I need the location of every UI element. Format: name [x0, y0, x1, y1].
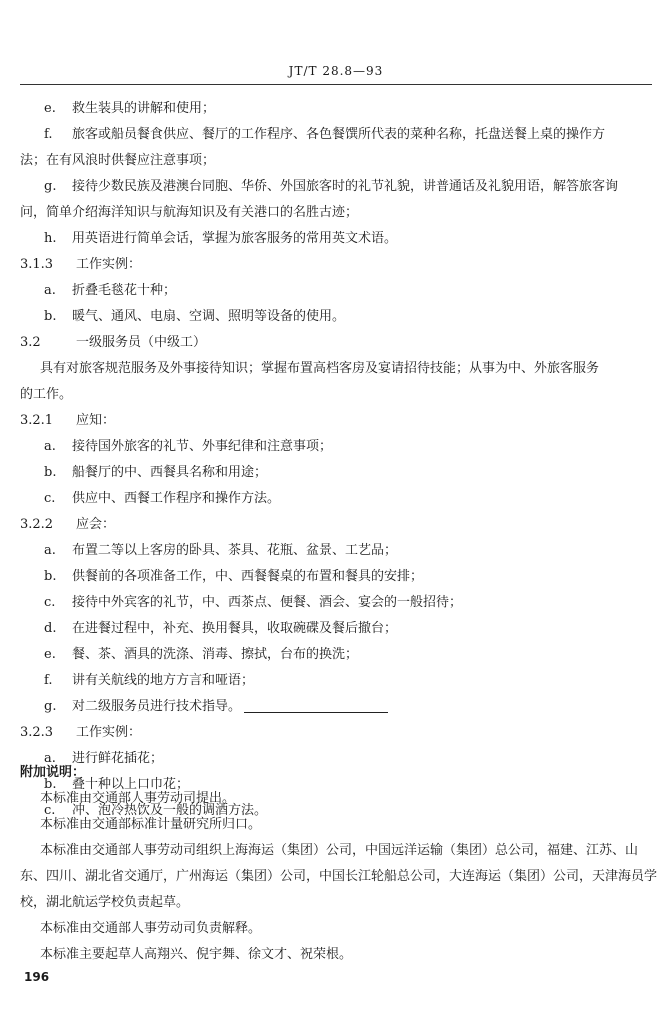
list-item-label: b. — [44, 465, 57, 480]
list-item — [20, 542, 652, 560]
section-title: 应知： — [76, 413, 116, 428]
list-item-text: 对二级服务员进行技术指导。 — [72, 699, 242, 714]
list-item-label: h. — [44, 231, 57, 246]
page-number: 196 — [24, 970, 50, 984]
list-item-label: g. — [44, 179, 57, 194]
body-content — [20, 92, 652, 820]
section-number: 3.2.1 — [20, 413, 54, 428]
list-item-text: 餐、茶、酒具的洗涤、消毒、擦拭，台布的换洗； — [72, 647, 359, 662]
section-title: 应会： — [76, 517, 116, 532]
list-item-label: a. — [44, 439, 56, 454]
list-item-label: a. — [44, 751, 56, 766]
list-item — [20, 490, 652, 508]
list-item — [20, 178, 652, 196]
list-item-label: b. — [44, 777, 57, 792]
list-item-label: f. — [44, 673, 53, 688]
list-item-text: 船餐厅的中、西餐具名称和用途； — [72, 465, 268, 480]
paragraph-line: 本标准由交通部人事劳动司负责解释。 — [40, 921, 262, 936]
list-item-label: c. — [44, 595, 56, 610]
list-item-text: 叠十种以上口巾花； — [72, 777, 190, 792]
list-item — [20, 308, 652, 326]
list-item — [20, 646, 652, 664]
additional-note-title: 附加说明： — [20, 765, 86, 780]
section-heading — [20, 516, 652, 534]
list-item-text: 接待中外宾客的礼节，中、西茶点、便餐、酒会、宴会的一般招待； — [72, 595, 463, 610]
list-item-label: e. — [44, 101, 56, 116]
section-divider — [244, 712, 388, 713]
list-item-label: d. — [44, 621, 57, 636]
section-number: 3.1.3 — [20, 257, 54, 272]
section-number: 3.2 — [20, 335, 41, 350]
list-item-label: g. — [44, 699, 57, 714]
list-item-label: e. — [44, 647, 56, 662]
additional-note-lines — [20, 790, 658, 964]
section-title: 工作实例： — [76, 725, 142, 740]
list-item-text: 救生装具的讲解和使用； — [72, 101, 216, 116]
paragraph-line: 本标准主要起草人高翔兴、倪宇舞、徐文才、祝荣根。 — [40, 947, 353, 962]
section-heading — [20, 334, 652, 352]
list-item-label: c. — [44, 803, 56, 818]
list-item-text: 进行鲜花插花； — [72, 751, 164, 766]
list-item — [20, 594, 652, 612]
paragraph-line: 本标准由交通部人事劳动司提出。 — [40, 791, 236, 806]
continuation-line: 问，简单介绍海洋知识与航海知识及有关港口的名胜古迹； — [20, 205, 359, 220]
additional-note — [20, 764, 658, 964]
continuation-line: 校，湖北航运学校负责起草。 — [20, 895, 190, 910]
list-item-text: 冲、泡冷热饮及一般的调酒方法。 — [72, 803, 268, 818]
continuation-line: 的工作。 — [20, 387, 73, 402]
list-item — [20, 126, 652, 144]
list-item-label: f. — [44, 127, 53, 142]
list-item-label: a. — [44, 543, 56, 558]
section-heading — [20, 412, 652, 430]
paragraph-line: 本标准由交通部标准计量研究所归口。 — [40, 817, 262, 832]
paragraph-line: 具有对旅客规范服务及外事接待知识；掌握布置高档客房及宴请招待技能；从事为中、外旅客服务 — [40, 361, 600, 376]
list-item — [20, 100, 652, 118]
list-item-text: 布置二等以上客房的卧具、茶具、花瓶、盆景、工艺品； — [72, 543, 398, 558]
list-item-label: c. — [44, 491, 56, 506]
paragraph-line: 本标准由交通部人事劳动司组织上海海运（集团）公司，中国远洋运输（集团）总公司，福建、江苏、山 — [40, 843, 639, 858]
list-item-label: a. — [44, 283, 56, 298]
list-item-text: 折叠毛毯花十种； — [72, 283, 177, 298]
list-item — [20, 672, 652, 690]
list-item-label: b. — [44, 309, 57, 324]
list-item-label: b. — [44, 569, 57, 584]
list-item — [20, 230, 652, 248]
section-title: 一级服务员（中级工） — [76, 335, 207, 350]
section-title: 工作实例： — [76, 257, 142, 272]
list-item-text: 供餐前的各项准备工作，中、西餐餐桌的布置和餐具的安排； — [72, 569, 424, 584]
header-rule — [20, 84, 652, 85]
section-number: 3.2.2 — [20, 517, 54, 532]
list-item — [20, 438, 652, 456]
section-heading — [20, 256, 652, 274]
list-item-text: 在进餐过程中，补充、换用餐具，收取碗碟及餐后撤台； — [72, 621, 398, 636]
list-item-text: 用英语进行简单会话，掌握为旅客服务的常用英文术语。 — [72, 231, 398, 246]
list-item-text: 讲有关航线的地方方言和哑语； — [72, 673, 255, 688]
list-item — [20, 698, 652, 716]
section-number: 3.2.3 — [20, 725, 54, 740]
list-item-text: 接待国外旅客的礼节、外事纪律和注意事项； — [72, 439, 333, 454]
continuation-line: 法；在有风浪时供餐应注意事项； — [20, 153, 216, 168]
list-item — [20, 282, 652, 300]
list-item-text: 旅客或船员餐食供应、餐厅的工作程序、各色餐馔所代表的菜种名称，托盘送餐上桌的操作方 — [72, 127, 606, 142]
section-heading — [20, 724, 652, 742]
list-item — [20, 464, 652, 482]
page-header-code: JT/T 28.8—93 — [288, 64, 384, 78]
list-item-text: 接待少数民族及港澳台同胞、华侨、外国旅客时的礼节礼貌，讲普通话及礼貌用语，解答旅客询 — [72, 179, 619, 194]
list-item — [20, 620, 652, 638]
list-item-text: 供应中、西餐工作程序和操作方法。 — [72, 491, 281, 506]
list-item-text: 暖气、通风、电扇、空调、照明等设备的使用。 — [72, 309, 346, 324]
list-item — [20, 568, 652, 586]
continuation-line: 东、四川、湖北省交通厅，广州海运（集团）公司，中国长江轮船总公司，大连海运（集团）公司，天津海员学 — [20, 869, 658, 884]
